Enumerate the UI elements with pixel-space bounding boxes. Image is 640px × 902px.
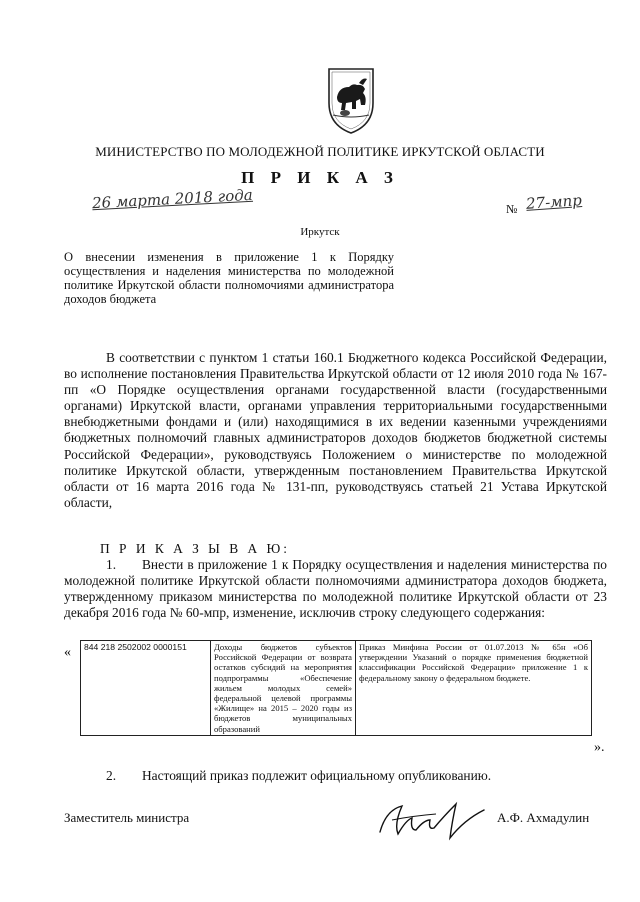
item-number: 1. [106,557,117,572]
order-number-label: № [506,202,518,216]
cell-income: Доходы бюджетов субъектов Российской Федерации от возврата остатков субсидий на мероприятия подпрограммы «Обеспечение жильем молодых семей» федеральной целевой программы «Жилище» на 2015 – 2020 годы из бюджетов муниципальных образований [211,641,356,736]
ministry-name: МИНИСТЕРСТВО ПО МОЛОДЕЖНОЙ ПОЛИТИКЕ ИРКУТСКОЙ ОБЛАСТИ [95,144,545,159]
handwritten-date: 26 марта 2018 года [91,185,254,213]
cell-code: 844 218 2502002 0000151 [81,641,211,736]
cell-basis: Приказ Минфина России от 01.07.2013 № 65н «Об утверждении Указаний о порядке применения бюджетной классификации Российской Федерации» приложение 1 к федеральному закону о федеральном бюджете. [356,641,592,736]
item-text: Внести в приложение 1 к Порядку осуществления и наделения министерства по молодежной политике Иркутской области полномочиями администратора доходов бюджета, утвержденному приказом министерства по молодежной политике Иркутской области от 23 декабря 2016 года № 60-мпр, изменение, исключив строку следующего содержания: [64,557,607,620]
quote-close: ». [594,740,605,755]
excluded-row-table [80,640,592,736]
item-number: 2. [106,768,117,783]
preamble [64,350,607,511]
signer-position: Заместитель министра [64,810,190,825]
preamble-text: В соответствии с пунктом 1 статьи 160.1 Бюджетного кодекса Российской Федерации, во исполнение постановления Правительства Иркутской области от 12 июля 2010 года № 167-пп «О Порядке осуществления органами государственной власти (государственными органами) Иркутской власти, органами управления территориальными государственными внебюджетными фондами и (или) находящимися в их ведении казенными учреждениями бюджетных полномочий главных администраторов доходов бюджетов бюджетной системы Российской Федерации», руководствуясь Положением о министерстве по молодежной политике Иркутской области, утвержденным постановлением Правительства Иркутской области от 16 марта 2016 года № 131-пп, руководствуясь статьей 21 Устава Иркутской области, [64,350,607,510]
command-heading: П Р И К А З Ы В А Ю: [100,541,290,556]
city: Иркутск [300,226,340,238]
table-row [81,641,592,736]
order-item-1 [64,557,607,621]
document-type: П Р И К А З [241,168,399,187]
handwritten-order-number: 27-мпр [525,191,583,213]
order-subject: О внесении изменения в приложение 1 к Порядку осуществления и наделения министерства по молодежной политике Иркутской области полномочиями администратора доходов бюджета [64,250,394,306]
handwritten-signature-icon [372,790,492,850]
quote-open: « [64,645,71,660]
item-text: Настоящий приказ подлежит официальному опубликованию. [142,768,492,783]
signer-name: А.Ф. Ахмадулин [497,810,590,825]
order-item-2 [64,768,607,784]
irkutsk-coat-of-arms-icon [323,63,379,135]
